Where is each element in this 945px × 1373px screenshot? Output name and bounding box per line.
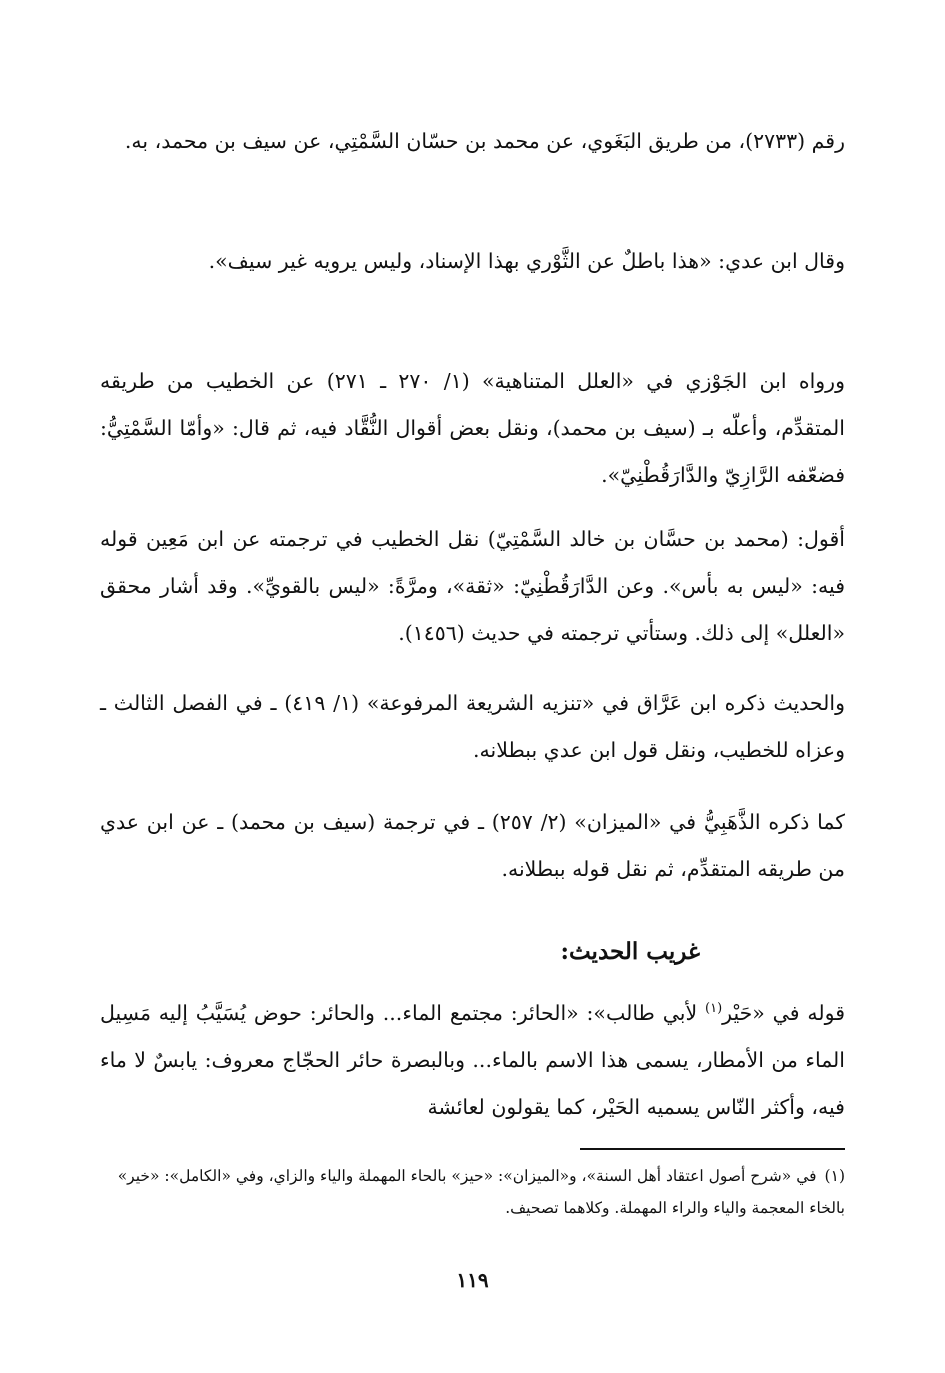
gharib-text-rest: لأبي طالب»: «الحائر: مجتمع الماء... والحائر: حوض يُسَيَّبُ إليه مَسِيل الماء من الأمطار، يسمى هذا الاسم بالماء... وبالبصرة حائر الحجّاج معروف: يابسٌ لا ماء فيه، وأكثر النّاس يسميه الحَيْر، كما يقولون لعائشة bbox=[100, 1000, 845, 1119]
paragraph-5: والحديث ذكره ابن عَرَّاق في «تنزيه الشريعة المرفوعة» (١/ ٤١٩) ـ في الفصل الثالث ـ وعزاه للخطيب، ونقل قول ابن عدي ببطلانه. bbox=[100, 691, 845, 762]
gharib-text-start: قوله في «حَيْر bbox=[722, 1000, 845, 1025]
paragraph-3: ورواه ابن الجَوْزي في «العلل المتناهية» (١/ ٢٧٠ ـ ٢٧١) عن الخطيب من طريقه المتقدِّم، وأعلّه بـ (سيف بن محمد)، ونقل بعض أقوال النُّقَّاد فيه، ثم قال: «وأمّا السَّمْتِيُّ: فضعّفه الرَّازِيّ والدَّارَقُطْنِيّ». bbox=[100, 369, 845, 487]
paragraph-2: وقال ابن عدي: «هذا باطلٌ عن الثَّوْري بهذا الإسناد، وليس يرويه غير سيف». bbox=[208, 249, 845, 273]
gharib-paragraph bbox=[100, 985, 845, 1131]
paragraph-6: كما ذكره الذَّهَبِيُّ في «الميزان» (٢/ ٢٥٧) ـ في ترجمة (سيف بن محمد) ـ عن ابن عدي من طريقه المتقدِّم، ثم نقل قوله ببطلانه. bbox=[100, 810, 845, 881]
footnote-separator bbox=[580, 1148, 845, 1150]
footnote-marker: (١) bbox=[824, 1167, 845, 1185]
footnote bbox=[100, 1160, 845, 1224]
section-heading: غريب الحديث: bbox=[560, 938, 700, 965]
footnote-text: في «شرح أصول اعتقاد أهل السنة»، و«الميزان»: «حيز» بالحاء المهملة والياء والزاي، وفي «الكامل»: «خير» بالخاء المعجمة والياء والراء المهملة. وكلاهما تصحيف. bbox=[117, 1167, 845, 1217]
page-number: ١١٩ bbox=[456, 1268, 489, 1292]
paragraph-1: رقم (٢٧٣٣)، من طريق البَغَوي، عن محمد بن حسّان السَّمْتِي، عن سيف بن محمد، به. bbox=[124, 129, 845, 153]
paragraph-4: أقول: (محمد بن حسَّان بن خالد السَّمْتِيّ) نقل الخطيب في ترجمته عن ابن مَعِين قوله فيه: «ليس به بأس». وعن الدَّارَقُطْنِيّ: «ثقة»، ومرَّةً: «ليس بالقويِّ». وقد أشار محقق «العلل» إلى ذلك. وستأتي ترجمته في حديث (١٤٥٦). bbox=[100, 527, 845, 645]
footnote-reference: (١) bbox=[705, 1001, 723, 1016]
